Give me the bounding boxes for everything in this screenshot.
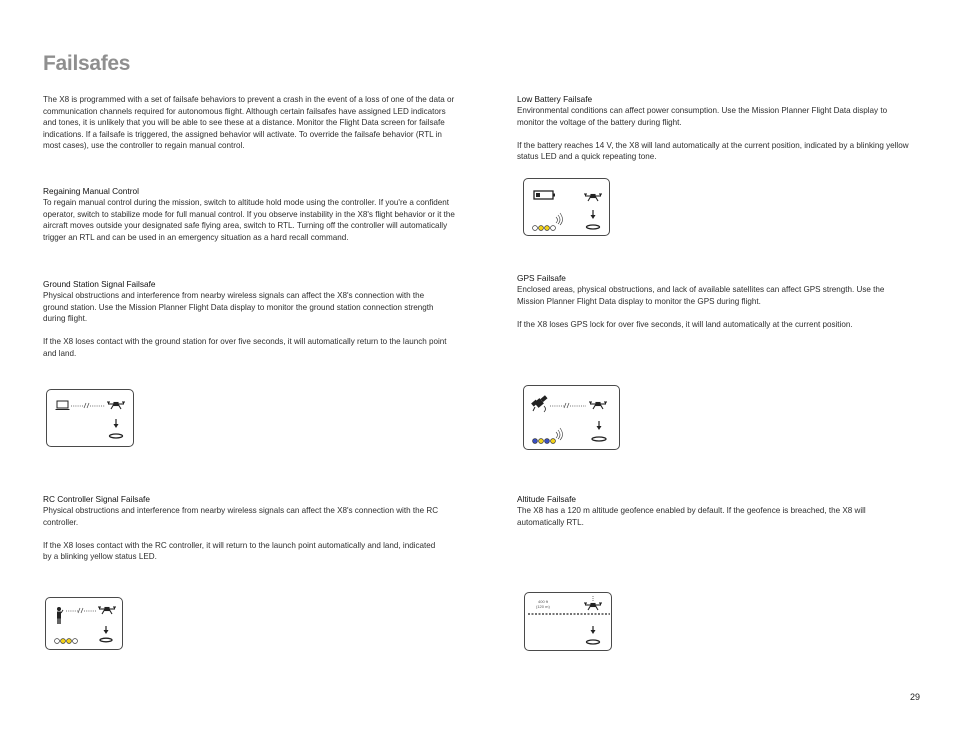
drone-icon [584, 194, 602, 201]
broken-link-icon [71, 403, 105, 408]
down-arrow-icon [597, 421, 602, 430]
drone-icon [584, 596, 602, 610]
rc-controller-diagram [45, 597, 123, 650]
down-arrow-icon [591, 626, 596, 634]
altitude-label-m: (120 m) [536, 604, 550, 609]
broken-link-icon [550, 403, 586, 408]
intro-text: The X8 is programmed with a set of failsafe behaviors to prevent a crash in the event of a loss of one of the data or communication channels required for autonomous flight. Although certain failsafes have assigned LED indicators and tones, it is unlikely that you will be able to see these at a distance. Monitor the Flight Data screen for failsafe indications. If a failsafe is triggered, the assigned behavior will activate. To override the failsafe behavior (RTL in most cases), use the controller to regain manual control. [43, 95, 455, 151]
drone-icon [107, 402, 125, 409]
page-number: 29 [910, 692, 921, 702]
landing-pad-icon [587, 640, 600, 644]
manual-control-text [43, 197, 456, 243]
low-battery-diagram [523, 178, 610, 236]
tone-icon [556, 213, 563, 225]
drone-icon [589, 402, 607, 409]
gps-p2: If the X8 loses GPS lock for over five seconds, it will land automatically at the current position. [517, 319, 853, 329]
intro-paragraph [43, 94, 456, 152]
landing-pad-icon [110, 434, 123, 438]
status-led-icons [533, 439, 556, 444]
low-battery-p2: If the battery reaches 14 V, the X8 will land automatically at the current position, indicated by a blinking yellow status LED and a quick repeating tone. [517, 140, 909, 162]
landing-pad-icon [100, 638, 112, 642]
altitude-text [517, 505, 912, 528]
ground-station-p1: Physical obstructions and interference from nearby wireless signals can affect the X8's connection with the ground station. Use the Mission Planner Flight Data display to monitor the ground station connection strength during flight. [43, 291, 434, 324]
landing-pad-icon [587, 225, 600, 229]
page-title: Failsafes [43, 52, 131, 75]
tone-icon [556, 428, 563, 440]
person-icon [57, 607, 63, 624]
altitude-heading: Altitude Failsafe [517, 494, 577, 504]
altitude-label-ft: 400 ft [538, 599, 549, 604]
ground-station-diagram [46, 389, 134, 447]
low-battery-heading: Low Battery Failsafe [517, 94, 593, 104]
ground-station-p2: If the X8 loses contact with the ground station for over five seconds, it will automatically return to the launch point and land. [43, 337, 447, 358]
satellite-icon [532, 396, 547, 412]
status-led-icons [55, 639, 78, 644]
rc-controller-heading: RC Controller Signal Failsafe [43, 494, 150, 504]
down-arrow-icon [114, 419, 119, 428]
ground-station-text [43, 290, 451, 360]
laptop-icon [56, 401, 70, 410]
rc-controller-p1: Physical obstructions and interference from nearby wireless signals can affect the X8's connection with the RC controller. [43, 506, 439, 527]
gps-text [517, 284, 912, 330]
gps-diagram [523, 385, 620, 450]
gps-heading: GPS Failsafe [517, 273, 566, 283]
down-arrow-icon [104, 626, 109, 634]
altitude-diagram [524, 592, 612, 651]
gps-p1: Enclosed areas, physical obstructions, and lack of available satellites can affect GPS strength. Use the Mission Planner Flight Data display to monitor the GPS during flight. [517, 285, 885, 306]
manual-control-p1: To regain manual control during the mission, switch to altitude hold mode using the controller. If you're a confident operator, switch to stabilize mode for full manual control. If you observe instability in the X8's flight behavior or it the aircraft moves outside your designated safe flying area, switch to RTL. Turning off the controller will automatically trigger an RTL and can be used in an emergency situation as a hard recall command. [43, 198, 455, 242]
rc-controller-p2: If the X8 loses contact with the RC controller, it will return to the launch point automatically and land, indicated by a blinking yellow status LED. [43, 540, 436, 562]
altitude-p1: The X8 has a 120 m altitude geofence enabled by default. If the geofence is breached, the X8 will automatically RTL. [517, 506, 866, 527]
low-battery-text [517, 105, 912, 163]
broken-link-icon [66, 608, 96, 613]
status-led-icons [533, 226, 556, 231]
low-battery-p1: Environmental conditions can affect power consumption. Use the Mission Planner Flight Data display to monitor the voltage of the battery during flight. [517, 106, 888, 127]
battery-low-icon [534, 191, 555, 199]
drone-icon [98, 607, 116, 614]
landing-pad-icon [592, 437, 606, 441]
ground-station-heading: Ground Station Signal Failsafe [43, 279, 156, 289]
rc-controller-text [43, 505, 443, 563]
down-arrow-icon [591, 210, 596, 219]
manual-control-heading: Regaining Manual Control [43, 186, 139, 196]
